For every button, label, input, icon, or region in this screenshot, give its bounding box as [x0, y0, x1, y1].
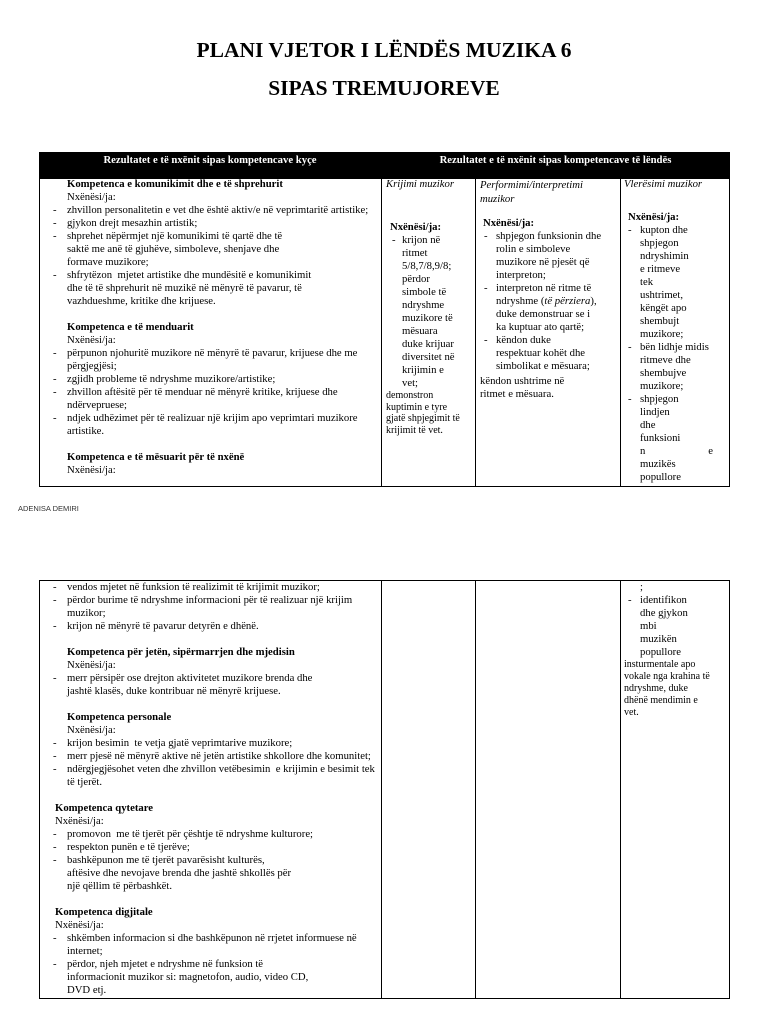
bullet-line: respektuar kohët dhe	[496, 347, 586, 359]
bullet-line: përdor burime të ndryshme informacioni për të realizuar një krijim	[67, 594, 353, 606]
bullet-item	[476, 230, 620, 282]
document-subtitle: SIPAS TREMUJOREVE	[268, 76, 500, 100]
bullet-dash: -	[53, 594, 57, 606]
bullet-line: krijon besimin te vetja gjatë veprimtarive muzikore;	[67, 737, 293, 749]
bullet-line: këndon duke	[496, 334, 551, 346]
bullet-item	[40, 386, 381, 412]
bullet-item	[40, 217, 381, 230]
trailing-line: vet.	[624, 707, 639, 718]
student-label: Nxënësi/ja:	[628, 211, 680, 223]
competence-section	[40, 581, 381, 633]
bullet-dash: -	[628, 393, 632, 405]
bullet-item	[621, 341, 729, 393]
bullet-line: merr përsipër ose drejton aktivitetet muzikore brenda dhe	[67, 672, 313, 684]
competence-section	[40, 711, 381, 789]
bullet-item	[621, 393, 729, 484]
bullet-line: identifikon	[640, 594, 687, 606]
music-performance-cell-continued	[476, 581, 620, 997]
bullet-line: shkëmben informacion si dhe bashkëpunon në rrjetet informuese në	[67, 932, 357, 944]
bullet-line: krijon në mënyrë të pavarur detyrën e dhënë.	[67, 620, 259, 632]
bullet-line: muzikore në pjesët që	[496, 256, 590, 268]
bullet-dash: -	[53, 230, 57, 242]
competence-section	[382, 221, 475, 436]
competence-section	[476, 217, 620, 401]
bullet-item	[40, 750, 381, 763]
bullet-line: bën lidhje midis	[640, 341, 709, 353]
bullet-item	[40, 230, 381, 269]
key-competences-cell-continued	[40, 581, 381, 997]
bullet-line: e ritmeve	[640, 263, 681, 275]
bullet-line: shembujt	[640, 315, 680, 327]
table-header-key-competences: Rezultatet e të nxënit sipas kompetencave kyçe	[103, 154, 317, 166]
bullet-line: muzikore;	[640, 328, 684, 340]
student-label: Nxënësi/ja:	[55, 815, 104, 827]
bullet-dash: -	[53, 373, 57, 385]
bullet-dash: -	[53, 269, 57, 281]
bullet-line: artistike.	[67, 425, 105, 437]
competence-section	[40, 451, 381, 477]
competence-heading: Kompetenca e të menduarit	[67, 321, 194, 333]
bullet-line: rolin e simboleve	[496, 243, 571, 255]
footer-author: ADENISA DEMIRI	[18, 504, 79, 513]
bullet-line: popullore	[640, 646, 681, 658]
bullet-dash: -	[53, 763, 57, 775]
bullet-dash: -	[53, 958, 57, 970]
bullet-dash: -	[53, 386, 57, 398]
trailing-line: insturmentale apo	[624, 659, 696, 670]
bullet-item	[40, 204, 381, 217]
bullet-dash: -	[53, 932, 57, 944]
bullet-line: tek	[640, 276, 654, 288]
bullet-dash: -	[484, 334, 488, 346]
student-label: Nxënësi/ja:	[55, 919, 104, 931]
competence-section	[40, 321, 381, 438]
bullet-line: ka kuptuar ato qartë;	[496, 321, 585, 333]
trailing-line: këndon ushtrime në	[480, 375, 565, 387]
bullet-line: shembujve	[640, 367, 687, 379]
competence-section	[40, 802, 381, 893]
bullet-item	[40, 763, 381, 789]
bullet-item	[40, 958, 381, 997]
bullet-line: shpjegon	[640, 237, 679, 249]
bullet-line: formave muzikore;	[67, 256, 149, 268]
bullet-line: përgjegjësi;	[67, 360, 117, 372]
bullet-line: 5/8,7/8,9/8;	[402, 260, 452, 272]
bullet-item	[40, 672, 381, 698]
bullet-dash: -	[628, 341, 632, 353]
bullet-line: përdor	[402, 273, 430, 285]
music-evaluation-cell	[621, 178, 729, 485]
bullet-item	[621, 224, 729, 341]
trailing-line: demonstron	[386, 390, 434, 401]
trailing-line: kuptimin e tyre	[386, 401, 448, 413]
bullet-line: ndryshimin	[640, 250, 689, 262]
bullet-line: krijon në	[402, 234, 441, 246]
bullet-item	[40, 620, 381, 633]
bullet-line: merr pjesë në mënyrë aktive në jetën artistike shkollore dhe komunitet;	[67, 750, 371, 762]
bullet-line: vendos mjetet në funksion të realizimit të krijimit muzikor;	[67, 581, 320, 593]
bullet-dash: -	[392, 234, 396, 246]
bullet-line: muzikën	[640, 633, 677, 645]
bullet-line: shprehet nëpërmjet një komunikimi të qartë dhe të	[67, 230, 283, 242]
bullet-line: vazhdueshme, kritike dhe krijuese.	[67, 295, 216, 307]
competence-section	[40, 906, 381, 997]
key-competences-cell	[40, 178, 381, 485]
bullet-line: funksioni	[640, 432, 681, 444]
bullet-item	[40, 412, 381, 438]
bullet-item	[40, 347, 381, 373]
bullet-line: internet;	[67, 945, 103, 957]
bullet-item	[476, 334, 620, 373]
table-header-subject-competences: Rezultatet e të nxënit sipas kompetencave të lëndës	[439, 154, 672, 166]
bullet-line: zhvillon aftësitë për të menduar në mënyrë kritike, krijuese dhe	[67, 386, 338, 398]
bullet-line: zgjidh probleme të ndryshme muzikore/artistike;	[67, 373, 276, 385]
bullet-line: një qëllim të përbashkët.	[67, 880, 173, 892]
bullet-dash: -	[484, 230, 488, 242]
bullet-line: mësuara	[402, 325, 438, 337]
column-title: Krijimi muzikor	[386, 178, 454, 190]
bullet-line: dhe të të shprehurit në muzikë në mënyrë të pavarur, të	[67, 282, 302, 294]
bullet-line: mbi	[640, 620, 657, 632]
trailing-text	[476, 375, 620, 401]
bullet-line: ndërvepruese;	[67, 399, 127, 411]
trailing-line: gjatë shpjegimit të	[386, 413, 460, 424]
bullet-line: ndërgjegjësohet veten dhe zhvillon vetëbesimin e krijimin e besimit tek	[67, 763, 375, 775]
bullet-line: simbole të	[402, 286, 447, 298]
trailing-line: ritmet e mësuara.	[480, 388, 554, 400]
bullet-dash: -	[53, 204, 57, 216]
student-label: Nxënësi/ja:	[67, 724, 116, 736]
continued-line: ;	[640, 581, 643, 593]
competence-heading: Kompetenca qytetare	[55, 802, 154, 814]
bullet-dash: -	[53, 854, 57, 866]
bullet-line: duke krijuar	[402, 338, 454, 350]
bullet-line: zhvillon personalitetin e vet dhe është aktiv/e në veprimtaritë artistike;	[67, 204, 369, 216]
bullet-dash: -	[484, 282, 488, 294]
bullet-line: muzikës	[640, 458, 676, 470]
trailing-text	[382, 390, 475, 436]
bullet-line: promovon me të tjerët për çështje të ndryshme kulturore;	[67, 828, 314, 840]
competence-heading: Kompetenca personale	[67, 711, 172, 723]
bullet-line: informacionit muzikor si: magnetofon, audio, video CD,	[67, 971, 309, 983]
student-label: Nxënësi/ja:	[67, 464, 116, 476]
bullet-line: ritmeve dhe	[640, 354, 691, 366]
bullet-line: këngët apo	[640, 302, 687, 314]
bullet-line: shfrytëzon mjetet artistike dhe mundësitë e komunikimit	[67, 269, 312, 281]
competence-section	[621, 581, 729, 719]
bullet-line: shpjegon	[640, 393, 679, 405]
emphasis-text: të përziera	[544, 295, 591, 307]
bullet-dash: -	[53, 581, 57, 593]
trailing-line: dhënë mendimin e	[624, 695, 698, 706]
bullet-dash: -	[53, 750, 57, 762]
music-creation-cell-continued	[382, 581, 475, 997]
bullet-dash: -	[53, 620, 57, 632]
bullet-item	[40, 841, 381, 854]
bullet-item	[40, 828, 381, 841]
bullet-line: ritmet	[402, 247, 428, 259]
bullet-item	[40, 737, 381, 750]
bullet-line: ndryshme	[402, 299, 445, 311]
bullet-dash: -	[53, 841, 57, 853]
bullet-line	[476, 295, 620, 308]
bullet-dash: -	[628, 224, 632, 236]
bullet-line: muzikor;	[67, 607, 106, 619]
bullet-line: vet;	[402, 377, 419, 389]
competence-heading: Kompetenca për jetën, sipërmarrjen dhe mjedisin	[67, 646, 295, 658]
bullet-item	[40, 854, 381, 893]
bullet-line: interpreton;	[496, 269, 546, 281]
bullet-line: ndjek udhëzimet për të realizuar një krijim apo veprimtari muzikore	[67, 412, 358, 424]
bullet-line: aftësive dhe nevojave brenda dhe jashtë shkollës për	[67, 867, 292, 879]
text-run: ndryshme (	[496, 295, 545, 307]
bullet-item	[382, 234, 475, 390]
competence-section	[40, 178, 381, 308]
bullet-item	[476, 282, 620, 334]
bullet-line: respekton punën e të tjerëve;	[67, 841, 190, 853]
bullet-line: simbolikat e mësuara;	[496, 360, 590, 372]
student-label: Nxënësi/ja:	[483, 217, 535, 229]
bullet-dash: -	[53, 347, 57, 359]
bullet-line: DVD etj.	[67, 984, 107, 996]
bullet-item	[40, 594, 381, 620]
competence-heading: Kompetenca e të mësuarit për të nxënë	[67, 451, 245, 463]
bullet-dash: -	[53, 737, 57, 749]
bullet-line: dhe gjykon	[640, 607, 688, 619]
bullet-line: lindjen	[640, 406, 670, 418]
bullet-line: muzikore;	[640, 380, 684, 392]
trailing-text	[621, 659, 729, 719]
bullet-line: ushtrimet,	[640, 289, 684, 301]
student-label: Nxënësi/ja:	[67, 334, 116, 346]
trailing-line: krijimit të vet.	[386, 424, 443, 436]
bullet-item	[621, 594, 729, 659]
bullet-item	[40, 932, 381, 958]
bullet-line: përpunon njohuritë muzikore në mënyrë të pavarur, krijuese dhe me	[67, 347, 358, 359]
bullet-item	[40, 269, 381, 308]
bullet-line: duke demonstruar se i	[496, 308, 591, 320]
bullet-item	[40, 373, 381, 386]
bullet-dash: -	[53, 217, 57, 229]
bullet-line: interpreton në ritme të	[496, 282, 592, 294]
student-label: Nxënësi/ja:	[67, 191, 116, 203]
bullet-item	[40, 581, 381, 594]
bullet-line: diversitet në	[402, 351, 455, 363]
bullet-line: shpjegon funksionin dhe	[496, 230, 602, 242]
bullet-line: muzikore të	[402, 312, 453, 324]
document-title: PLANI VJETOR I LËNDËS MUZIKA 6	[196, 38, 572, 62]
music-creation-cell	[382, 178, 475, 485]
bullet-dash: -	[628, 594, 632, 606]
student-label: Nxënësi/ja:	[390, 221, 442, 233]
competence-section	[40, 646, 381, 698]
bullet-line: saktë me anë të gjuhëve, simboleve, shenjave dhe	[67, 243, 280, 255]
bullet-line: jashtë klasës, duke kontribuar në mënyrë krijuese.	[67, 685, 281, 697]
bullet-line: dhe	[640, 419, 656, 431]
column-title: Vlerësimi muzikor	[624, 178, 703, 190]
bullet-line: përdor, njeh mjetet e ndryshme në funksion të	[67, 958, 264, 970]
bullet-dash: -	[53, 828, 57, 840]
trailing-line: vokale nga krahina të	[624, 671, 710, 682]
bullet-dash: -	[53, 412, 57, 424]
bullet-line: krijimin e	[402, 364, 444, 376]
competence-heading: Kompetenca digjitale	[55, 906, 153, 918]
bullet-line: bashkëpunon me të tjerët pavarësisht kulturës,	[67, 854, 265, 866]
column-title: Performimi/interpretimi	[480, 179, 583, 191]
bullet-dash: -	[53, 672, 57, 684]
bullet-line: të tjerët.	[67, 776, 103, 788]
bullet-line: gjykon drejt mesazhin artistik;	[67, 217, 198, 229]
music-performance-cell	[476, 178, 620, 485]
text-run: ),	[590, 295, 597, 307]
music-evaluation-cell-continued	[621, 581, 729, 997]
bullet-line: popullore	[640, 471, 681, 483]
bullet-line: n e	[640, 445, 713, 457]
column-title: muzikor	[480, 193, 515, 205]
trailing-line: ndryshme, duke	[624, 683, 688, 694]
bullet-line: kupton dhe	[640, 224, 688, 236]
competence-section	[621, 211, 729, 484]
competence-heading: Kompetenca e komunikimit dhe e të shprehurit	[67, 178, 283, 190]
student-label: Nxënësi/ja:	[67, 659, 116, 671]
